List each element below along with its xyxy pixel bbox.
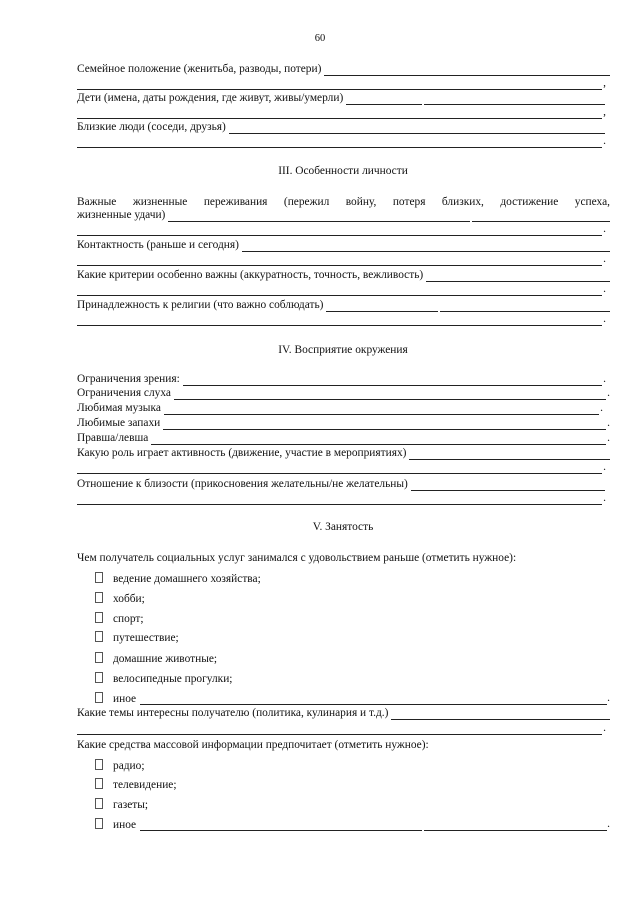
period: . [603,492,606,504]
page-number: 60 [314,33,326,44]
comma: , [603,106,606,118]
vision-input-line[interactable] [183,376,602,386]
smells-input-line[interactable] [163,420,606,430]
closeness-field[interactable] [77,477,610,491]
media-option-other[interactable] [95,815,610,831]
topics-input-line[interactable] [391,710,610,720]
period: . [600,402,603,414]
hobbies-question [77,551,610,565]
contact-input-line[interactable] [242,242,610,252]
close-people-label: Близкие люди (соседи, друзья) [77,121,226,133]
marital-status-field[interactable] [77,62,610,76]
music-field[interactable] [77,401,603,415]
checkbox[interactable] [95,652,103,663]
hearing-input-line[interactable] [174,390,606,400]
criteria-continuation[interactable] [77,282,606,296]
handedness-field[interactable] [77,431,610,445]
experiences-continuation[interactable] [77,222,606,236]
media-option[interactable] [95,775,177,791]
close-people-field[interactable] [77,120,610,134]
section-3-title: III. Особенности личности [278,165,408,177]
experiences-input-line-1[interactable] [168,212,470,222]
media-other-input-line-1[interactable] [140,821,422,831]
children-continuation[interactable] [77,105,606,119]
criteria-field[interactable] [77,268,610,282]
continuation-line[interactable] [77,138,602,148]
activity-continuation[interactable] [77,460,606,474]
hobby-option-label: хобби; [113,593,145,605]
contact-label: Контактность (раньше и сегодня) [77,239,239,251]
hobby-option-label: путешествие; [113,632,179,644]
period: . [607,818,610,830]
hobby-option[interactable] [95,589,145,605]
activity-field[interactable] [77,446,610,460]
media-option-label: иное [113,819,137,831]
section-5-title: V. Занятость [312,521,374,533]
topics-field[interactable] [77,706,610,720]
closeness-continuation[interactable] [77,491,606,505]
vision-field[interactable] [77,372,606,386]
checkbox[interactable] [95,592,103,603]
continuation-line[interactable] [77,464,602,474]
music-input-line[interactable] [164,405,599,415]
checkbox[interactable] [95,818,103,829]
closeness-input-line[interactable] [411,481,605,491]
contact-field[interactable] [77,238,610,252]
hobby-option-label: спорт; [113,613,144,625]
period: . [607,387,610,399]
period: . [603,253,606,265]
hobbies-question-label: Чем получатель социальных услуг занимался с удовольствием раньше (отметить нужное): [77,552,517,564]
topics-label: Какие темы интересны получателю (политика, кулинария и т.д.) [77,707,389,719]
period: . [607,432,610,444]
children-input-line-1[interactable] [346,95,422,105]
checkbox[interactable] [95,612,103,623]
hobby-option-label: велосипедные прогулки; [113,673,233,685]
smells-label: Любимые запахи [77,417,161,429]
marital-status-label: Семейное положение (женитьба, разводы, потери) [77,63,322,75]
media-option-label: газеты; [113,799,149,811]
hobby-option-label: иное [113,693,137,705]
continuation-line[interactable] [77,725,602,735]
criteria-input-line[interactable] [426,272,610,282]
period: . [603,722,606,734]
marital-status-input-line[interactable] [324,66,610,76]
period: . [603,135,606,147]
hobby-option-label: домашние животные; [113,653,218,665]
media-option[interactable] [95,795,148,811]
experiences-label-line1: Важные жизненные переживания (пережил войну, потеря близких, достижение успеха, [77,196,610,208]
checkbox[interactable] [95,759,103,770]
checkbox[interactable] [95,631,103,642]
continuation-line[interactable] [77,80,602,90]
section-4-title: IV. Восприятие окружения [278,344,408,356]
vision-label: Ограничения зрения: [77,373,180,385]
continuation-line[interactable] [77,256,602,266]
hearing-field[interactable] [77,386,610,400]
children-label: Дети (имена, даты рождения, где живут, живы/умерли) [77,92,344,104]
media-option[interactable] [95,756,145,772]
checkbox[interactable] [95,798,103,809]
hearing-label: Ограничения слуха [77,387,171,399]
close-people-continuation[interactable] [77,134,606,148]
smells-field[interactable] [77,416,610,430]
continuation-line[interactable] [77,286,602,296]
religion-field[interactable] [77,298,610,312]
checkbox[interactable] [95,778,103,789]
close-people-input-line[interactable] [229,124,605,134]
period: . [603,313,606,325]
hobby-option-other[interactable] [95,689,610,705]
religion-input-line-1[interactable] [326,302,438,312]
media-question-label: Какие средства массовой информации предпочитает (отметить нужное): [77,739,429,751]
children-field[interactable] [77,91,610,105]
media-option-label: телевидение; [113,779,177,791]
hobby-option[interactable] [95,649,217,665]
continuation-line[interactable] [77,316,602,326]
period: . [603,223,606,235]
period: . [603,283,606,295]
religion-continuation[interactable] [77,312,606,326]
topics-continuation[interactable] [77,721,606,735]
checkbox[interactable] [95,572,103,583]
religion-input-line-2[interactable] [440,302,610,312]
experiences-label-line2: жизненные удачи) [77,209,166,221]
continuation-line[interactable] [77,226,602,236]
activity-input-line[interactable] [409,450,610,460]
hobby-option[interactable] [95,669,232,685]
experiences-field[interactable] [77,208,610,222]
period: . [607,417,610,429]
checkbox[interactable] [95,692,103,703]
experiences-input-line-2[interactable] [472,212,610,222]
children-input-line-2[interactable] [424,95,605,105]
period: . [603,461,606,473]
music-label: Любимая музыка [77,402,161,414]
hobby-option-label: ведение домашнего хозяйства; [113,573,261,585]
period: . [607,692,610,704]
comma: , [603,77,606,89]
handedness-input-line[interactable] [151,435,606,445]
hobby-other-input-line[interactable] [140,695,607,705]
hobby-option[interactable] [95,628,179,644]
religion-label: Принадлежность к религии (что важно соблюдать) [77,299,324,311]
closeness-label: Отношение к близости (прикосновения желательны/не желательны) [77,478,408,490]
hobby-option[interactable] [95,609,144,625]
continuation-line[interactable] [77,109,602,119]
media-option-label: радио; [113,760,145,772]
criteria-label: Какие критерии особенно важны (аккуратность, точность, вежливость) [77,269,424,281]
checkbox[interactable] [95,672,103,683]
handedness-label: Правша/левша [77,432,149,444]
media-question [77,738,610,752]
marital-status-continuation[interactable] [77,76,606,90]
continuation-line[interactable] [77,495,602,505]
hobby-option[interactable] [95,569,261,585]
contact-continuation[interactable] [77,252,606,266]
media-other-input-line-2[interactable] [424,821,607,831]
activity-label: Какую роль играет активность (движение, участие в мероприятиях) [77,447,407,459]
period: . [603,373,606,385]
